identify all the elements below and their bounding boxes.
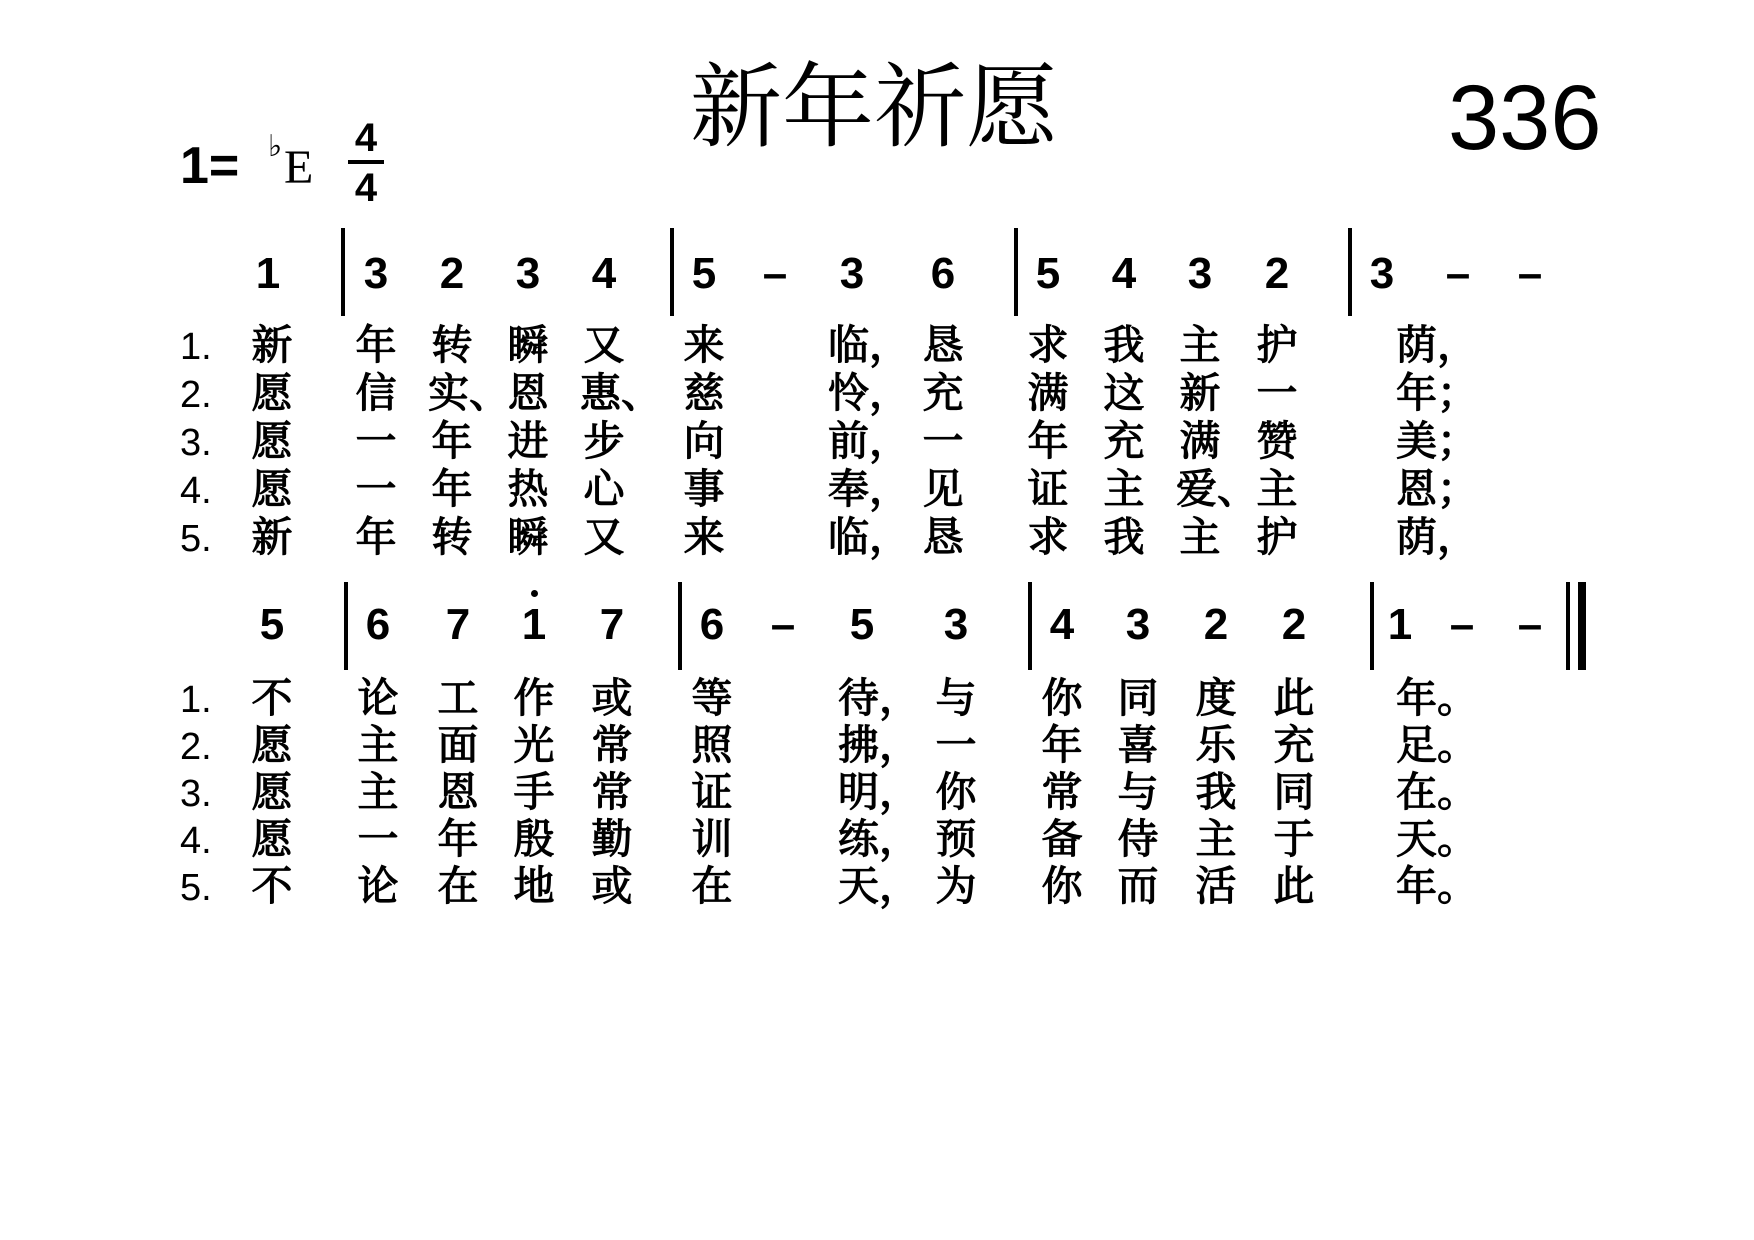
lyric-syllable: 进 (507, 417, 549, 465)
lyric-syllable: 在 (691, 862, 733, 910)
lyric-syllable: 在。 (1396, 768, 1478, 816)
lyric-syllable: 荫， (1396, 321, 1478, 369)
note: 7 (445, 600, 471, 649)
lyric-syllable: 一 (1256, 369, 1298, 417)
lyric-syllable: 恩 (437, 768, 479, 816)
verse-number: 1. (180, 679, 212, 721)
lyric-syllable: 充 (1273, 721, 1315, 769)
lyric-syllable: 年。 (1396, 674, 1478, 722)
lyric-syllable: 见 (922, 465, 964, 513)
lyric-syllable: 与 (1117, 768, 1159, 816)
lyric-syllable: 证 (691, 768, 733, 816)
verse-number: 5. (180, 867, 212, 909)
note: 4 (1049, 600, 1075, 649)
lyric-syllable: 论 (357, 674, 399, 722)
lyric-syllable: 训 (691, 815, 733, 863)
lyric-syllable: 你 (1041, 674, 1083, 722)
time-signature (348, 118, 384, 208)
lyric-syllable: 恳 (922, 513, 964, 561)
lyric-syllable: 主 (1256, 465, 1298, 513)
lyric-syllable: 我 (1195, 768, 1237, 816)
note: 1 (255, 249, 281, 298)
lyric-syllable: 新 (251, 513, 293, 561)
lyric-syllable: 待， (838, 674, 920, 722)
lyric-syllable: 工 (437, 674, 479, 722)
lyric-syllable: 护 (1256, 513, 1298, 561)
lyric-syllable: 惠、 (580, 369, 662, 417)
lyric-syllable: 手 (513, 768, 555, 816)
note: – (1449, 600, 1475, 649)
lyric-syllable: 满 (1179, 417, 1221, 465)
lyric-syllable: 年 (431, 465, 473, 513)
lyric-syllable: 愿 (251, 768, 293, 816)
note: 6 (699, 600, 725, 649)
verse-number: 1. (180, 326, 212, 368)
note: 5 (849, 600, 875, 649)
bar-line (670, 228, 674, 316)
lyric-syllable: 你 (1041, 862, 1083, 910)
note: 2 (1281, 600, 1307, 649)
lyric-syllable: 求 (1027, 513, 1069, 561)
lyric-syllable: 常 (1041, 768, 1083, 816)
lyric-syllable: 等 (691, 674, 733, 722)
note: 4 (591, 249, 617, 298)
lyric-syllable: 一 (935, 721, 977, 769)
high-octave-dot (531, 590, 538, 597)
final-bar-line-thick (1578, 582, 1586, 670)
lyric-syllable: 年 (1027, 417, 1069, 465)
lyric-syllable: 实、 (428, 369, 510, 417)
verse-number: 4. (180, 470, 212, 512)
lyric-syllable: 年 (1041, 721, 1083, 769)
lyric-syllable: 乐 (1195, 721, 1237, 769)
key-prefix: 1= (180, 137, 240, 195)
lyric-syllable: 于 (1273, 815, 1315, 863)
lyric-syllable: 又 (583, 321, 625, 369)
lyric-syllable: 新 (251, 321, 293, 369)
lyric-syllable: 同 (1117, 674, 1159, 722)
lyric-syllable: 作 (513, 674, 555, 722)
lyric-syllable: 年。 (1396, 862, 1478, 910)
note: 2 (439, 249, 465, 298)
lyric-syllable: 求 (1027, 321, 1069, 369)
bar-line (1014, 228, 1018, 316)
flat-sign: ♭ (268, 129, 283, 164)
lyric-syllable: 备 (1041, 815, 1083, 863)
lyric-syllable: 奉， (828, 465, 910, 513)
note: 2 (1264, 249, 1290, 298)
bar-line (1028, 582, 1032, 670)
lyric-syllable: 度 (1195, 674, 1237, 722)
lyric-syllable: 满 (1027, 369, 1069, 417)
lyric-syllable: 事 (683, 465, 725, 513)
lyric-syllable: 拂， (838, 721, 920, 769)
time-signature-top: 4 (354, 116, 378, 160)
lyric-syllable: 护 (1256, 321, 1298, 369)
lyric-syllable: 年 (431, 417, 473, 465)
lyric-syllable: 热 (507, 465, 549, 513)
lyric-syllable: 赞 (1256, 417, 1298, 465)
note: 5 (1035, 249, 1061, 298)
lyric-syllable: 主 (357, 768, 399, 816)
lyric-syllable: 瞬 (507, 513, 549, 561)
lyric-syllable: 恩 (507, 369, 549, 417)
note: 3 (1187, 249, 1213, 298)
lyric-syllable: 勤 (591, 815, 633, 863)
note: – (770, 600, 796, 649)
lyric-syllable: 为 (935, 862, 977, 910)
lyric-syllable: 主 (1179, 513, 1221, 561)
lyric-syllable: 练， (838, 815, 920, 863)
lyric-syllable: 同 (1273, 768, 1315, 816)
lyric-syllable: 活 (1195, 862, 1237, 910)
key-letter: E (284, 141, 314, 194)
lyric-syllable: 不 (251, 862, 293, 910)
verse-number: 2. (180, 726, 212, 768)
lyric-syllable: 一 (355, 465, 397, 513)
verse-number: 5. (180, 518, 212, 560)
lyric-syllable: 光 (513, 721, 555, 769)
lyric-syllable: 或 (591, 862, 633, 910)
lyric-syllable: 年 (437, 815, 479, 863)
bar-line (344, 582, 348, 670)
time-signature-bottom: 4 (354, 166, 378, 210)
lyric-syllable: 主 (357, 721, 399, 769)
lyric-syllable: 向 (683, 417, 725, 465)
lyric-syllable: 在 (437, 862, 479, 910)
note: 5 (259, 600, 285, 649)
note: 3 (1125, 600, 1151, 649)
lyric-syllable: 转 (431, 513, 473, 561)
lyric-syllable: 预 (935, 815, 977, 863)
lyric-syllable: 我 (1103, 321, 1145, 369)
lyric-syllable: 慈 (683, 369, 725, 417)
note: 3 (839, 249, 865, 298)
lyric-syllable: 来 (683, 321, 725, 369)
lyric-syllable: 荫， (1396, 513, 1478, 561)
lyric-syllable: 证 (1027, 465, 1069, 513)
lyric-syllable: 愿 (251, 815, 293, 863)
note: 5 (691, 249, 717, 298)
lyric-syllable: 主 (1179, 321, 1221, 369)
note: – (1517, 249, 1543, 298)
bar-line (1370, 582, 1374, 670)
lyric-syllable: 愿 (251, 465, 293, 513)
hymn-title: 新年祈愿 (690, 54, 1059, 161)
lyric-syllable: 明， (838, 768, 920, 816)
note: 3 (363, 249, 389, 298)
lyric-syllable: 瞬 (507, 321, 549, 369)
bar-line (341, 228, 345, 316)
lyric-syllable: 足。 (1396, 721, 1478, 769)
lyric-syllable: 愿 (251, 369, 293, 417)
note: 4 (1111, 249, 1137, 298)
note: – (762, 249, 788, 298)
lyric-syllable: 你 (935, 768, 977, 816)
lyric-syllable: 愿 (251, 417, 293, 465)
lyric-syllable: 充 (922, 369, 964, 417)
final-bar-line (1566, 582, 1570, 670)
verse-number: 4. (180, 820, 212, 862)
lyric-syllable: 恳 (922, 321, 964, 369)
note: 3 (1369, 249, 1395, 298)
lyric-syllable: 此 (1273, 862, 1315, 910)
lyric-syllable: 怜， (828, 369, 910, 417)
lyric-syllable: 美； (1396, 417, 1478, 465)
lyric-syllable: 常 (591, 768, 633, 816)
lyric-syllable: 步 (583, 417, 625, 465)
note: 1 (1387, 600, 1413, 649)
lyric-syllable: 照 (691, 721, 733, 769)
lyric-syllable: 此 (1273, 674, 1315, 722)
lyric-syllable: 论 (357, 862, 399, 910)
lyric-syllable: 心 (583, 465, 625, 513)
lyric-syllable: 新 (1179, 369, 1221, 417)
lyric-syllable: 主 (1103, 465, 1145, 513)
verse-number: 2. (180, 374, 212, 416)
lyric-syllable: 年 (355, 513, 397, 561)
lyric-syllable: 前， (828, 417, 910, 465)
lyric-syllable: 常 (591, 721, 633, 769)
lyric-syllable: 与 (935, 674, 977, 722)
note: 2 (1203, 600, 1229, 649)
time-signature-line (348, 160, 384, 164)
lyric-syllable: 我 (1103, 513, 1145, 561)
lyric-syllable: 天。 (1396, 815, 1478, 863)
note: 6 (365, 600, 391, 649)
note: 3 (515, 249, 541, 298)
lyric-syllable: 充 (1103, 417, 1145, 465)
note: – (1445, 249, 1471, 298)
lyric-syllable: 年 (355, 321, 397, 369)
note: 6 (930, 249, 956, 298)
bar-line (678, 582, 682, 670)
verse-number: 3. (180, 422, 212, 464)
lyric-syllable: 不 (251, 674, 293, 722)
lyric-syllable: 一 (922, 417, 964, 465)
lyric-syllable: 临， (828, 513, 910, 561)
note: 1 (521, 600, 547, 649)
lyric-syllable: 一 (355, 417, 397, 465)
lyric-syllable: 侍 (1117, 815, 1159, 863)
lyric-syllable: 转 (431, 321, 473, 369)
bar-line (1348, 228, 1352, 316)
lyric-syllable: 殷 (513, 815, 555, 863)
lyric-syllable: 愿 (251, 721, 293, 769)
lyric-syllable: 主 (1195, 815, 1237, 863)
lyric-syllable: 爱、 (1176, 465, 1258, 513)
verse-number: 3. (180, 773, 212, 815)
lyric-syllable: 一 (357, 815, 399, 863)
lyric-syllable: 又 (583, 513, 625, 561)
hymn-number: 336 (1448, 67, 1602, 169)
lyric-syllable: 年； (1396, 369, 1478, 417)
lyric-syllable: 恩； (1396, 465, 1478, 513)
lyric-syllable: 信 (355, 369, 397, 417)
lyric-syllable: 这 (1103, 369, 1145, 417)
note: 3 (943, 600, 969, 649)
lyric-syllable: 而 (1117, 862, 1159, 910)
note: 7 (599, 600, 625, 649)
lyric-syllable: 地 (513, 862, 555, 910)
lyric-syllable: 或 (591, 674, 633, 722)
lyric-syllable: 临， (828, 321, 910, 369)
note: – (1517, 600, 1543, 649)
lyric-syllable: 天， (838, 862, 920, 910)
lyric-syllable: 面 (437, 721, 479, 769)
lyric-syllable: 喜 (1117, 721, 1159, 769)
lyric-syllable: 来 (683, 513, 725, 561)
